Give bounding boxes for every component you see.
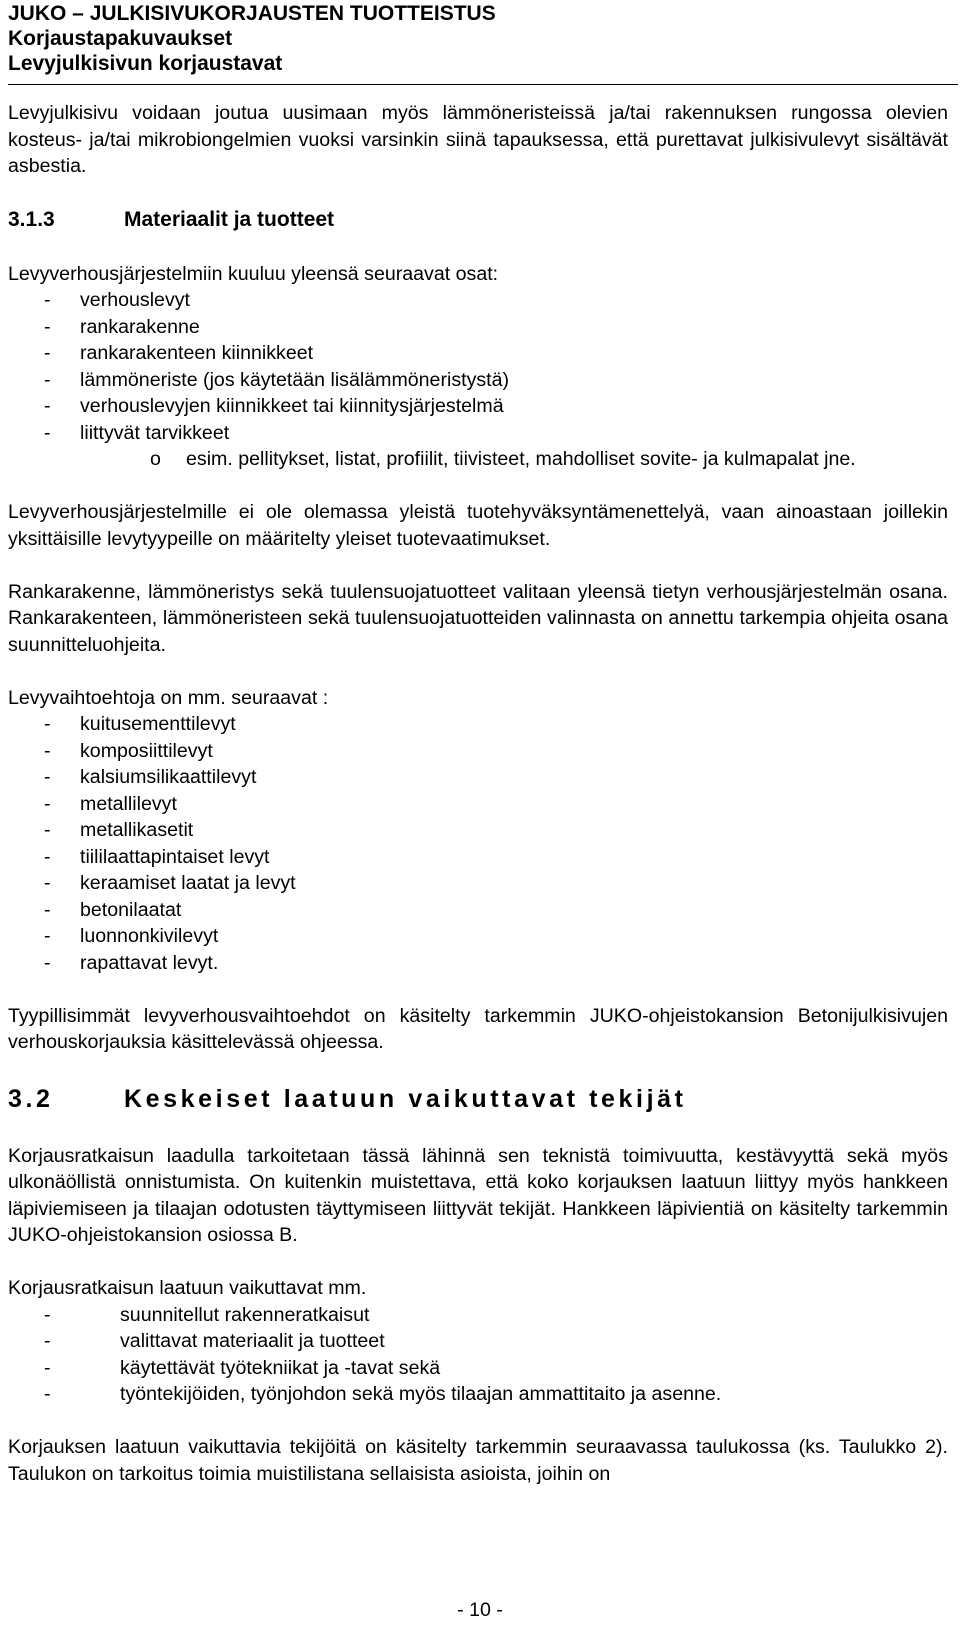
table-reference-paragraph: Korjauksen laatuun vaikuttavia tekijöitä on käsitelty tarkemmin seuraavassa taulukossa (ks. Taulukko 2). Taulukon on tarkoitus toimia muistilistana sellaisista asioista, joihin on	[8, 1436, 948, 1485]
list-item: - kuitusementtilevyt	[44, 713, 236, 735]
list-item: - käytettävät työtekniikat ja -tavat sekä	[44, 1356, 441, 1379]
frame-paragraph: Rankarakenne, lämmöneristys sekä tuulensuojatuotteet valitaan yleensä tietyn verhousjärjestelmän osana. Rankarakenteen, lämmöneristeen sekä tuulensuojatuotteiden valinnasta on annettu tarkempia ohjeita osana suunnitteluohjeita.	[8, 580, 948, 656]
heading-number: 3.1.3	[8, 208, 55, 231]
parts-list	[8, 287, 948, 473]
list-item: - valittavat materiaalit ja tuotteet	[44, 1330, 385, 1352]
list-item: - työntekijöiden, työnjohdon sekä myös tilaajan ammattitaito ja asenne.	[44, 1383, 722, 1405]
list-item: - komposiittilevyt	[44, 739, 213, 762]
board-options-lead: Levyvaihtoehtoja on mm. seuraavat :	[8, 686, 329, 709]
heading-title: Keskeiset laatuun vaikuttavat tekijät	[124, 1085, 687, 1113]
page-number: - 10 -	[457, 1599, 503, 1621]
header-document-title: Korjaustapakuvaukset	[8, 27, 233, 50]
intro-paragraph: Levyjulkisivu voidaan joutua uusimaan myös lämmöneristeissä ja/tai rakennuksen rungossa olevien kosteus- ja/tai mikrobiongelmien vuoksi varsinkin siinä tapauksessa, että purettavat julkisivulevyt sisältävät asbestia.	[8, 102, 948, 177]
list-item: - verhouslevyt	[44, 289, 190, 311]
list-item: - rankarakenne	[44, 315, 200, 338]
header-series-title: JUKO – JULKISIVUKORJAUSTEN TUOTTEISTUS	[8, 2, 496, 25]
approval-paragraph: Levyverhousjärjestelmille ei ole olemassa yleistä tuotehyväksyntämenettelyä, vaan ainoastaan joillekin yksittäisille levytyypeille on määritelty yleiset tuotevaatimukset.	[8, 501, 948, 550]
heading-3-1-3	[8, 206, 948, 234]
list-item: - luonnonkivilevyt	[44, 925, 219, 947]
page-body	[8, 100, 948, 1487]
list-item: - suunnitellut rakenneratkaisut	[44, 1303, 370, 1326]
heading-number: 3.2	[8, 1085, 54, 1113]
header-section-title: Levyjulkisivun korjaustavat	[8, 52, 283, 75]
typical-options-paragraph: Tyypillisimmät levyverhousvaihtoehdot on käsitelty tarkemmin JUKO-ohjeistokansion Betonijulkisivujen verhouskorjauksia käsittelevässä ohjeessa.	[8, 1004, 948, 1053]
heading-title: Materiaalit ja tuotteet	[124, 208, 335, 231]
list-item: - tiililaattapintaiset levyt	[44, 845, 270, 868]
list-item: - keraamiset laatat ja levyt	[44, 872, 296, 894]
list-item: - rapattavat levyt.	[44, 951, 219, 974]
list-item: - liittyvät tarvikkeet	[44, 421, 230, 444]
quality-factors-list	[8, 1302, 948, 1408]
list-item: - lämmöneriste (jos käytetään lisälämmöneristystä)	[44, 368, 510, 391]
list-item: - kalsiumsilikaattilevyt	[44, 766, 257, 788]
list-item: - metallilevyt	[44, 792, 177, 815]
board-options-list	[8, 711, 948, 976]
list-item: - metallikasetit	[44, 819, 194, 841]
list-item: - verhouslevyjen kiinnikkeet tai kiinnitysjärjestelmä	[44, 395, 504, 417]
running-header	[8, 1, 958, 85]
list-item: - betonilaatat	[44, 898, 182, 921]
parts-lead: Levyverhousjärjestelmiin kuuluu yleensä seuraavat osat:	[8, 262, 499, 285]
sub-list-item: o esim. pellitykset, listat, profiilit, tiivisteet, mahdolliset sovite- ja kulmapalat jne.	[150, 448, 856, 470]
quality-factors-lead: Korjausratkaisun laatuun vaikuttavat mm.	[8, 1277, 367, 1299]
list-item: - rankarakenteen kiinnikkeet	[44, 342, 314, 364]
heading-3-2	[8, 1082, 948, 1116]
quality-paragraph: Korjausratkaisun laadulla tarkoitetaan tässä lähinnä sen teknistä toimivuutta, kestävyyttä sekä myös ulkonäöllistä onnistumista. On kuitenkin muistettava, että koko korjauksen laatuun liittyy myös hankkeen läpiviemiseen ja tilaajan odotusten täyttymiseen liittyvät tekijät. Hankkeen läpivientiä on käsitelty tarkemmin JUKO-ohjeistokansion osiossa B.	[8, 1144, 948, 1246]
